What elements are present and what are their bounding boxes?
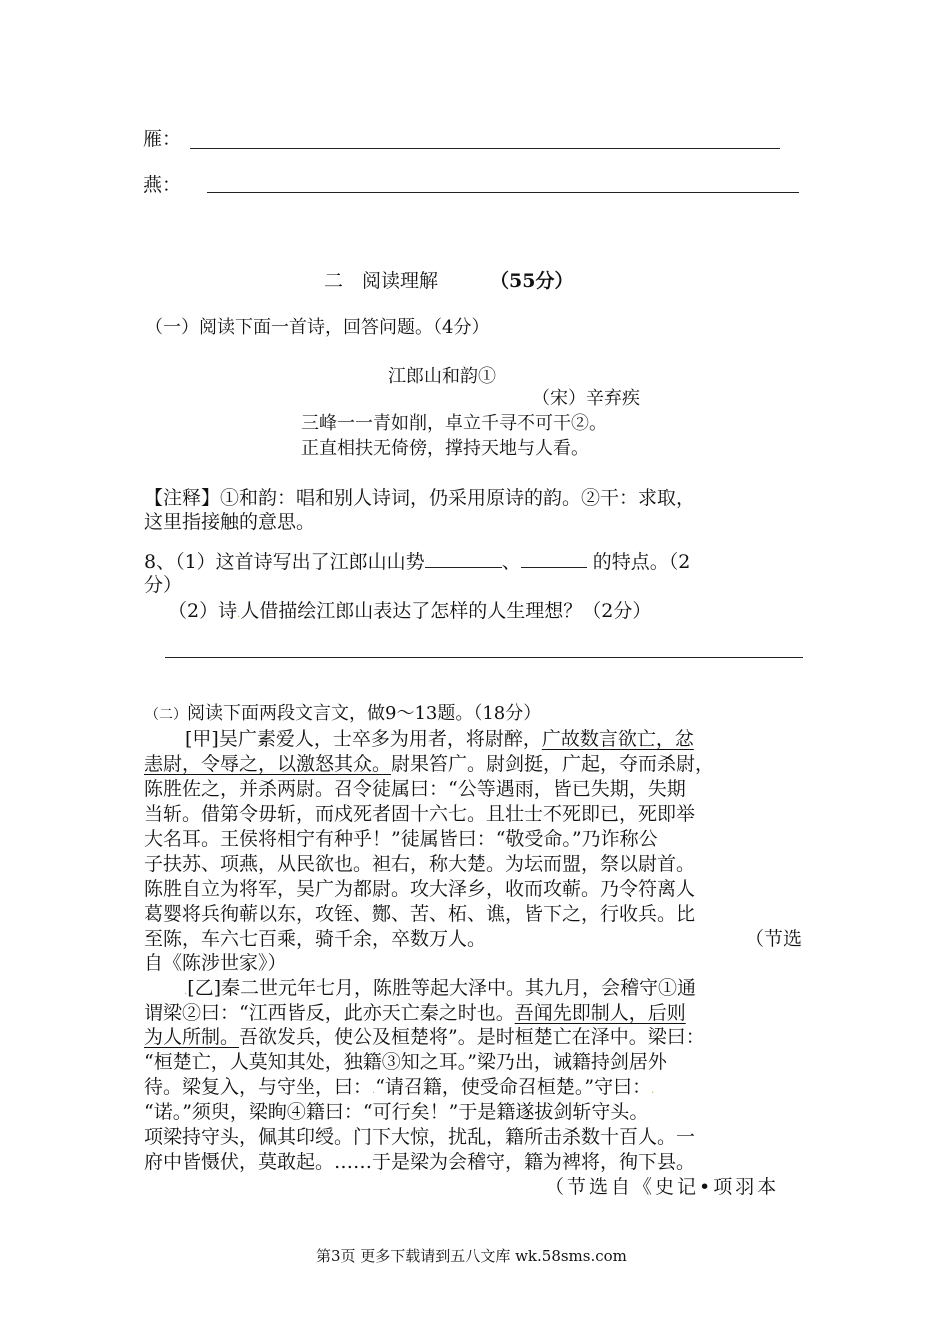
page-footer: 第3页 更多下载请到五八文库 wk.58sms.com xyxy=(316,1247,627,1265)
jia-line-3: 陈胜佐之，并杀两尉。召令徒属曰：“公等遇雨，皆已失期，失期 xyxy=(144,778,686,800)
poem-author: （宋）辛弃疾 xyxy=(532,388,640,409)
yi-line-4: “桓楚亡，人莫知其处，独籍③知之耳。”梁乃出，诫籍持剑居外 xyxy=(144,1051,667,1073)
note-line-1: 【注释】①和韵：唱和别人诗词，仍采用原诗的韵。②干：求取， xyxy=(144,487,696,509)
yi-line-1-text: [乙]秦二世元年七月，陈胜等起大泽中。其九月，会稽守①通 xyxy=(187,977,697,999)
dot-mark: . xyxy=(372,1085,376,1096)
yi-line-5-text-a: 待。梁复入，与守坐，曰： xyxy=(144,1076,373,1098)
jia-source-start: （节选 xyxy=(745,928,803,950)
q8-part2-text-a: （2）诗 xyxy=(168,600,238,622)
poem-line-1: 三峰一一青如削，卓立千寻不可干②。 xyxy=(301,413,607,434)
yi-line-3 xyxy=(144,1024,705,1050)
yan-zi-label: 燕： xyxy=(143,174,182,196)
jia-source-end: 自《陈涉世家》） xyxy=(144,952,287,974)
section-title: 二 阅读理解 xyxy=(324,270,439,292)
jia-line-4: 当斩。借第令毋斩，而戍死者固十六七。且壮士不死即已，死即举 xyxy=(144,803,696,825)
dot-mark: . xyxy=(237,609,241,620)
jia-line-1 xyxy=(185,726,694,752)
yi-line-5-text-b: “请召籍，使受命召桓楚。”守曰： xyxy=(375,1076,652,1098)
note-line-2: 这里指接触的意思。 xyxy=(144,511,316,533)
jia-line-9: 至陈，车六七百乘，骑千余，卒数万人。 xyxy=(144,928,487,950)
q8-part2-text-b: 人借描绘江郎山表达了怎样的人生理想？（2分） xyxy=(240,600,652,622)
yan-zi-answer-line xyxy=(207,192,799,193)
section-score: （55分） xyxy=(490,270,574,292)
jia-underlined-sentence: 广故数言欲亡，忿 xyxy=(541,728,694,750)
jia-line-6: 子扶苏、项燕，从民欲也。袒右，称大楚。为坛而盟，祭以尉首。 xyxy=(144,853,696,875)
section-heading xyxy=(324,268,573,294)
jia-line-2 xyxy=(144,751,714,777)
yi-line-6: “诺。”须臾，梁眴④籍曰：“可行矣！”于是籍遂拔剑斩守头。 xyxy=(144,1101,649,1123)
q8-text-b: 的特点。（2 xyxy=(586,551,691,573)
yi-line-3-text: 吾欲发兵，使公及桓楚将”。是时桓楚亡在泽中。梁曰： xyxy=(239,1026,705,1048)
dot-mark: . xyxy=(651,1085,655,1096)
yan-answer-line xyxy=(190,148,780,149)
q8-separator: 、 xyxy=(501,551,521,573)
yi-line-2 xyxy=(144,1000,686,1026)
q8-blank-1[interactable] xyxy=(425,549,502,568)
q8-text-a: 8、（1）这首诗写出了江郎山山势 xyxy=(144,551,425,573)
poem-title: 江郎山和韵① xyxy=(388,366,496,387)
part2-intro xyxy=(145,701,541,726)
part2-intro-text: 阅读下面两段文言文，做9～13题。（18分） xyxy=(187,703,542,724)
poem-line-2: 正直相扶无倚傍，撑持天地与人看。 xyxy=(301,438,589,459)
yi-line-8: 府中皆慑伏，莫敢起。……于是梁为会稽守，籍为裨将，徇下县。 xyxy=(144,1151,696,1173)
dot-mark: . xyxy=(184,986,188,997)
yi-underlined-sentence: 吾闻先即制人，后则 xyxy=(514,1002,686,1024)
yi-line-2-text: 谓梁②曰：“江西皆反，此亦天亡秦之时也。 xyxy=(144,1002,515,1024)
jia-line-2-text: 尉果笞广。尉剑挺，广起，夺而杀尉， xyxy=(391,753,715,775)
jia-line-1-text: [甲]吴广素爱人，士卒多为用者，将尉醉， xyxy=(185,728,542,750)
question-8-part-1 xyxy=(144,549,690,575)
q8-blank-2[interactable] xyxy=(521,549,587,568)
yi-source: （节选自《史记•项羽本 xyxy=(545,1176,780,1198)
question-8-part-2 xyxy=(168,598,651,628)
jia-line-5: 大名耳。王侯将相宁有种乎！”徒属皆曰：“敬受命。”乃诈称公 xyxy=(144,828,658,850)
question-8-part-1-cont: 分） xyxy=(144,574,183,596)
yan-label: 雁： xyxy=(143,128,182,150)
part2-intro-number: （二） xyxy=(145,707,187,723)
q8-answer-line xyxy=(165,657,803,658)
jia-line-7: 陈胜自立为将军，吴广为都尉。攻大泽乡，收而攻蕲。乃令符离人 xyxy=(144,878,696,900)
jia-underlined-sentence-cont: 恚尉，令辱之，以激怒其众。 xyxy=(144,753,392,775)
yi-underlined-sentence-cont: 为人所制。 xyxy=(144,1026,240,1048)
part1-intro: （一）阅读下面一首诗，回答问题。（4分） xyxy=(145,317,490,338)
yi-line-7: 项梁持守头，佩其印绶。门下大惊，扰乱，籍所击杀数十百人。一 xyxy=(144,1126,696,1148)
jia-line-8: 葛婴将兵徇蕲以东，攻铚、酂、苦、柘、谯，皆下之，行收兵。比 xyxy=(144,903,696,925)
